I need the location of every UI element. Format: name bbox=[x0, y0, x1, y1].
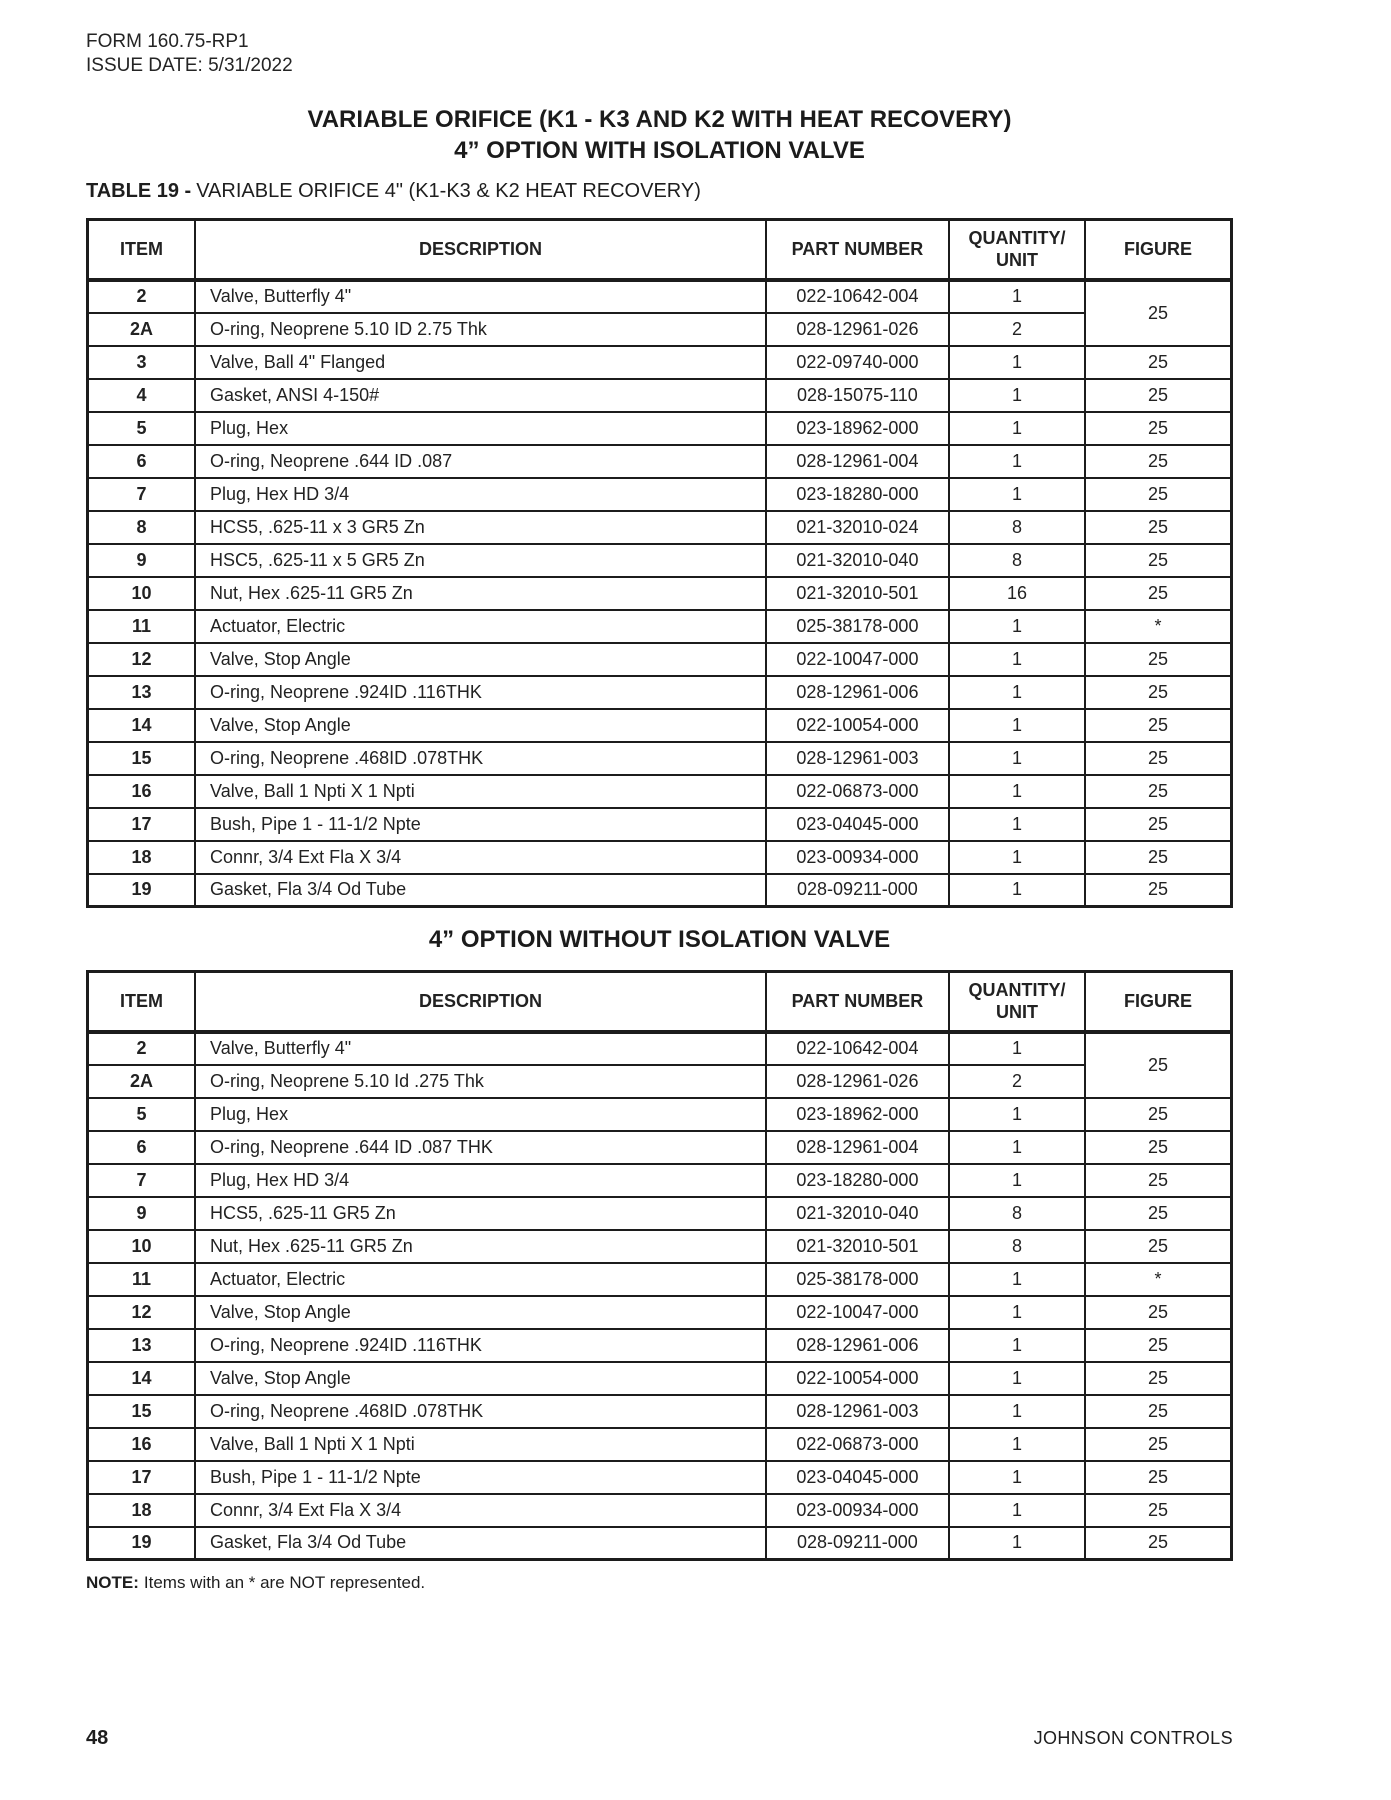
table-without-isolation-valve bbox=[86, 970, 1233, 1561]
table-row bbox=[88, 1527, 1232, 1560]
description-cell: Connr, 3/4 Ext Fla X 3/4 bbox=[195, 1494, 766, 1527]
description-cell: Plug, Hex HD 3/4 bbox=[195, 478, 766, 511]
figure-cell: 25 bbox=[1085, 1461, 1231, 1494]
part-number-cell: 028-12961-003 bbox=[766, 742, 949, 775]
figure-cell: * bbox=[1085, 1263, 1231, 1296]
item-cell: 4 bbox=[88, 379, 196, 412]
figure-cell: 25 bbox=[1085, 1164, 1231, 1197]
figure-cell: 25 bbox=[1085, 1098, 1231, 1131]
part-number-cell: 028-12961-004 bbox=[766, 445, 949, 478]
quantity-cell: 1 bbox=[949, 1362, 1085, 1395]
part-number-cell: 022-10047-000 bbox=[766, 643, 949, 676]
item-cell: 17 bbox=[88, 808, 196, 841]
quantity-cell: 1 bbox=[949, 742, 1085, 775]
part-number-cell: 028-09211-000 bbox=[766, 874, 949, 907]
item-cell: 5 bbox=[88, 1098, 196, 1131]
table-row bbox=[88, 610, 1232, 643]
item-cell: 14 bbox=[88, 1362, 196, 1395]
figure-cell: 25 bbox=[1085, 1395, 1231, 1428]
quantity-cell: 1 bbox=[949, 1329, 1085, 1362]
header-quantity-line1: QUANTITY/ bbox=[968, 980, 1066, 1001]
header-description: DESCRIPTION bbox=[195, 972, 766, 1032]
table-row bbox=[88, 511, 1232, 544]
description-cell: Valve, Stop Angle bbox=[195, 643, 766, 676]
part-number-cell: 021-32010-024 bbox=[766, 511, 949, 544]
table-row bbox=[88, 346, 1232, 379]
quantity-cell: 1 bbox=[949, 841, 1085, 874]
part-number-cell: 023-04045-000 bbox=[766, 808, 949, 841]
header-part-number: PART NUMBER bbox=[766, 220, 949, 280]
item-cell: 11 bbox=[88, 1263, 196, 1296]
table-19-caption-text: VARIABLE ORIFICE 4" (K1-K3 & K2 HEAT RECOVERY) bbox=[196, 180, 701, 202]
description-cell: Valve, Stop Angle bbox=[195, 1296, 766, 1329]
table-row bbox=[88, 1263, 1232, 1296]
header-quantity-line2: UNIT bbox=[995, 250, 1038, 271]
item-cell: 12 bbox=[88, 1296, 196, 1329]
table-row bbox=[88, 1032, 1232, 1065]
table-row bbox=[88, 1230, 1232, 1263]
item-cell: 15 bbox=[88, 742, 196, 775]
description-cell: Gasket, ANSI 4-150# bbox=[195, 379, 766, 412]
figure-cell: 25 bbox=[1085, 412, 1231, 445]
page-content bbox=[86, 0, 1233, 1593]
quantity-cell: 8 bbox=[949, 544, 1085, 577]
header-figure: FIGURE bbox=[1085, 972, 1231, 1032]
part-number-cell: 028-12961-004 bbox=[766, 1131, 949, 1164]
figure-cell: 25 bbox=[1085, 742, 1231, 775]
description-cell: Valve, Stop Angle bbox=[195, 709, 766, 742]
part-number-cell: 023-18962-000 bbox=[766, 1098, 949, 1131]
table-row bbox=[88, 1131, 1232, 1164]
description-cell: Bush, Pipe 1 - 11-1/2 Npte bbox=[195, 808, 766, 841]
figure-cell: 25 bbox=[1085, 775, 1231, 808]
form-number: FORM 160.75-RP1 bbox=[86, 31, 249, 52]
table-row bbox=[88, 1494, 1232, 1527]
table-row bbox=[88, 280, 1232, 313]
quantity-cell: 8 bbox=[949, 1230, 1085, 1263]
item-cell: 14 bbox=[88, 709, 196, 742]
figure-cell: 25 bbox=[1085, 1296, 1231, 1329]
description-cell: Nut, Hex .625-11 GR5 Zn bbox=[195, 1230, 766, 1263]
figure-cell: 25 bbox=[1085, 577, 1231, 610]
table-row bbox=[88, 709, 1232, 742]
table-with-isolation-valve bbox=[86, 218, 1233, 908]
figure-cell: 25 bbox=[1085, 1230, 1231, 1263]
part-number-cell: 023-00934-000 bbox=[766, 1494, 949, 1527]
quantity-cell: 1 bbox=[949, 445, 1085, 478]
table-row bbox=[88, 1296, 1232, 1329]
table-row bbox=[88, 1329, 1232, 1362]
part-number-cell: 021-32010-040 bbox=[766, 1197, 949, 1230]
item-cell: 13 bbox=[88, 1329, 196, 1362]
part-number-cell: 023-04045-000 bbox=[766, 1461, 949, 1494]
item-cell: 2 bbox=[88, 280, 196, 313]
description-cell: Nut, Hex .625-11 GR5 Zn bbox=[195, 577, 766, 610]
table-19-caption bbox=[86, 179, 1233, 203]
table-row bbox=[88, 577, 1232, 610]
part-number-cell: 028-09211-000 bbox=[766, 1527, 949, 1560]
part-number-cell: 022-09740-000 bbox=[766, 346, 949, 379]
table-row bbox=[88, 1164, 1232, 1197]
part-number-cell: 023-18962-000 bbox=[766, 412, 949, 445]
description-cell: Plug, Hex bbox=[195, 412, 766, 445]
part-number-cell: 028-12961-026 bbox=[766, 313, 949, 346]
quantity-cell: 1 bbox=[949, 676, 1085, 709]
part-number-cell: 023-00934-000 bbox=[766, 841, 949, 874]
section2-title: 4” OPTION WITHOUT ISOLATION VALVE bbox=[428, 926, 891, 953]
quantity-cell: 1 bbox=[949, 610, 1085, 643]
part-number-cell: 023-18280-000 bbox=[766, 478, 949, 511]
item-cell: 2 bbox=[88, 1032, 196, 1065]
quantity-cell: 8 bbox=[949, 511, 1085, 544]
part-number-cell: 022-10054-000 bbox=[766, 709, 949, 742]
part-number-cell: 022-10054-000 bbox=[766, 1362, 949, 1395]
issue-date: ISSUE DATE: 5/31/2022 bbox=[86, 55, 293, 76]
footnote-label: NOTE: bbox=[86, 1573, 139, 1592]
quantity-cell: 2 bbox=[949, 313, 1085, 346]
header-item: ITEM bbox=[88, 220, 196, 280]
part-number-cell: 021-32010-040 bbox=[766, 544, 949, 577]
description-cell: Valve, Ball 4" Flanged bbox=[195, 346, 766, 379]
part-number-cell: 028-12961-003 bbox=[766, 1395, 949, 1428]
page-title bbox=[86, 104, 1233, 166]
table-19-caption-label: TABLE 19 - bbox=[86, 180, 192, 202]
company-name: JOHNSON CONTROLS bbox=[1033, 1728, 1233, 1748]
header-item: ITEM bbox=[88, 972, 196, 1032]
item-cell: 10 bbox=[88, 1230, 196, 1263]
figure-cell: 25 bbox=[1085, 874, 1231, 907]
item-cell: 11 bbox=[88, 610, 196, 643]
part-number-cell: 028-12961-006 bbox=[766, 676, 949, 709]
figure-cell: 25 bbox=[1085, 1362, 1231, 1395]
table-row bbox=[88, 544, 1232, 577]
figure-cell: 25 bbox=[1085, 544, 1231, 577]
header-quantity-unit bbox=[949, 972, 1085, 1032]
quantity-cell: 1 bbox=[949, 379, 1085, 412]
quantity-cell: 1 bbox=[949, 478, 1085, 511]
quantity-cell: 8 bbox=[949, 1197, 1085, 1230]
quantity-cell: 1 bbox=[949, 1527, 1085, 1560]
quantity-cell: 2 bbox=[949, 1065, 1085, 1098]
item-cell: 16 bbox=[88, 775, 196, 808]
description-cell: Valve, Ball 1 Npti X 1 Npti bbox=[195, 775, 766, 808]
table-row bbox=[88, 1065, 1232, 1098]
figure-cell: 25 bbox=[1085, 1197, 1231, 1230]
part-number-cell: 022-06873-000 bbox=[766, 775, 949, 808]
description-cell: O-ring, Neoprene .468ID .078THK bbox=[195, 1395, 766, 1428]
quantity-cell: 1 bbox=[949, 346, 1085, 379]
quantity-cell: 1 bbox=[949, 1131, 1085, 1164]
figure-cell: 25 bbox=[1085, 478, 1231, 511]
description-cell: Actuator, Electric bbox=[195, 610, 766, 643]
page-title-line1: VARIABLE ORIFICE (K1 - K3 AND K2 WITH HEAT RECOVERY) bbox=[307, 106, 1012, 133]
part-number-cell: 028-12961-026 bbox=[766, 1065, 949, 1098]
description-cell: HSC5, .625-11 x 5 GR5 Zn bbox=[195, 544, 766, 577]
item-cell: 8 bbox=[88, 511, 196, 544]
quantity-cell: 1 bbox=[949, 643, 1085, 676]
header-description: DESCRIPTION bbox=[195, 220, 766, 280]
item-cell: 15 bbox=[88, 1395, 196, 1428]
description-cell: Plug, Hex HD 3/4 bbox=[195, 1164, 766, 1197]
page-title-line2: 4” OPTION WITH ISOLATION VALVE bbox=[454, 137, 865, 164]
quantity-cell: 1 bbox=[949, 1296, 1085, 1329]
table-header-row bbox=[88, 972, 1232, 1032]
quantity-cell: 1 bbox=[949, 1098, 1085, 1131]
quantity-cell: 1 bbox=[949, 1263, 1085, 1296]
table-header-row bbox=[88, 220, 1232, 280]
table-row bbox=[88, 676, 1232, 709]
item-cell: 7 bbox=[88, 478, 196, 511]
table-row bbox=[88, 643, 1232, 676]
item-cell: 19 bbox=[88, 874, 196, 907]
figure-cell: 25 bbox=[1085, 841, 1231, 874]
figure-cell: 25 bbox=[1085, 379, 1231, 412]
table-row bbox=[88, 1098, 1232, 1131]
header-figure: FIGURE bbox=[1085, 220, 1231, 280]
table-row bbox=[88, 742, 1232, 775]
item-cell: 18 bbox=[88, 841, 196, 874]
table-row bbox=[88, 1428, 1232, 1461]
part-number-cell: 025-38178-000 bbox=[766, 610, 949, 643]
table-row bbox=[88, 478, 1232, 511]
table-row bbox=[88, 775, 1232, 808]
description-cell: Valve, Butterfly 4" bbox=[195, 280, 766, 313]
item-cell: 7 bbox=[88, 1164, 196, 1197]
description-cell: O-ring, Neoprene .924ID .116THK bbox=[195, 1329, 766, 1362]
table-row bbox=[88, 1461, 1232, 1494]
quantity-cell: 1 bbox=[949, 1032, 1085, 1065]
footnote bbox=[86, 1572, 1233, 1593]
quantity-cell: 1 bbox=[949, 1428, 1085, 1461]
figure-cell: 25 bbox=[1085, 1494, 1231, 1527]
form-header bbox=[86, 30, 1233, 78]
table-row bbox=[88, 1362, 1232, 1395]
table-row bbox=[88, 1395, 1232, 1428]
description-cell: HCS5, .625-11 GR5 Zn bbox=[195, 1197, 766, 1230]
figure-cell: 25 bbox=[1085, 1032, 1231, 1098]
figure-cell: 25 bbox=[1085, 280, 1231, 346]
part-number-cell: 023-18280-000 bbox=[766, 1164, 949, 1197]
table-row bbox=[88, 841, 1232, 874]
figure-cell: * bbox=[1085, 610, 1231, 643]
description-cell: Valve, Stop Angle bbox=[195, 1362, 766, 1395]
figure-cell: 25 bbox=[1085, 1131, 1231, 1164]
quantity-cell: 1 bbox=[949, 412, 1085, 445]
description-cell: Plug, Hex bbox=[195, 1098, 766, 1131]
header-quantity-unit bbox=[949, 220, 1085, 280]
part-number-cell: 028-15075-110 bbox=[766, 379, 949, 412]
figure-cell: 25 bbox=[1085, 1428, 1231, 1461]
header-quantity-line1: QUANTITY/ bbox=[968, 228, 1066, 249]
figure-cell: 25 bbox=[1085, 1329, 1231, 1362]
part-number-cell: 021-32010-501 bbox=[766, 1230, 949, 1263]
item-cell: 5 bbox=[88, 412, 196, 445]
quantity-cell: 1 bbox=[949, 1164, 1085, 1197]
figure-cell: 25 bbox=[1085, 511, 1231, 544]
description-cell: Actuator, Electric bbox=[195, 1263, 766, 1296]
item-cell: 16 bbox=[88, 1428, 196, 1461]
part-number-cell: 022-10642-004 bbox=[766, 1032, 949, 1065]
item-cell: 13 bbox=[88, 676, 196, 709]
figure-cell: 25 bbox=[1085, 1527, 1231, 1560]
quantity-cell: 16 bbox=[949, 577, 1085, 610]
item-cell: 19 bbox=[88, 1527, 196, 1560]
footnote-text: Items with an * are NOT represented. bbox=[143, 1573, 426, 1592]
part-number-cell: 022-10642-004 bbox=[766, 280, 949, 313]
description-cell: O-ring, Neoprene 5.10 ID 2.75 Thk bbox=[195, 313, 766, 346]
description-cell: Valve, Ball 1 Npti X 1 Npti bbox=[195, 1428, 766, 1461]
item-cell: 6 bbox=[88, 1131, 196, 1164]
item-cell: 9 bbox=[88, 1197, 196, 1230]
figure-cell: 25 bbox=[1085, 808, 1231, 841]
quantity-cell: 1 bbox=[949, 1461, 1085, 1494]
quantity-cell: 1 bbox=[949, 1395, 1085, 1428]
description-cell: O-ring, Neoprene 5.10 Id .275 Thk bbox=[195, 1065, 766, 1098]
header-quantity-line2: UNIT bbox=[995, 1002, 1038, 1023]
figure-cell: 25 bbox=[1085, 445, 1231, 478]
description-cell: Gasket, Fla 3/4 Od Tube bbox=[195, 1527, 766, 1560]
quantity-cell: 1 bbox=[949, 808, 1085, 841]
item-cell: 12 bbox=[88, 643, 196, 676]
item-cell: 2A bbox=[88, 313, 196, 346]
quantity-cell: 1 bbox=[949, 280, 1085, 313]
quantity-cell: 1 bbox=[949, 775, 1085, 808]
part-number-cell: 025-38178-000 bbox=[766, 1263, 949, 1296]
description-cell: Gasket, Fla 3/4 Od Tube bbox=[195, 874, 766, 907]
table-row bbox=[88, 874, 1232, 907]
figure-cell: 25 bbox=[1085, 676, 1231, 709]
table-row bbox=[88, 1197, 1232, 1230]
description-cell: Valve, Butterfly 4" bbox=[195, 1032, 766, 1065]
item-cell: 2A bbox=[88, 1065, 196, 1098]
part-number-cell: 021-32010-501 bbox=[766, 577, 949, 610]
page-number: 48 bbox=[86, 1727, 109, 1749]
table-row bbox=[88, 445, 1232, 478]
page-footer bbox=[86, 1727, 1233, 1750]
description-cell: O-ring, Neoprene .468ID .078THK bbox=[195, 742, 766, 775]
part-number-cell: 028-12961-006 bbox=[766, 1329, 949, 1362]
description-cell: Bush, Pipe 1 - 11-1/2 Npte bbox=[195, 1461, 766, 1494]
item-cell: 17 bbox=[88, 1461, 196, 1494]
description-cell: O-ring, Neoprene .644 ID .087 bbox=[195, 445, 766, 478]
table-row bbox=[88, 808, 1232, 841]
figure-cell: 25 bbox=[1085, 709, 1231, 742]
item-cell: 9 bbox=[88, 544, 196, 577]
item-cell: 6 bbox=[88, 445, 196, 478]
header-part-number: PART NUMBER bbox=[766, 972, 949, 1032]
figure-cell: 25 bbox=[1085, 346, 1231, 379]
description-cell: O-ring, Neoprene .924ID .116THK bbox=[195, 676, 766, 709]
table-row bbox=[88, 313, 1232, 346]
quantity-cell: 1 bbox=[949, 874, 1085, 907]
table-row bbox=[88, 412, 1232, 445]
part-number-cell: 022-06873-000 bbox=[766, 1428, 949, 1461]
item-cell: 18 bbox=[88, 1494, 196, 1527]
figure-cell: 25 bbox=[1085, 643, 1231, 676]
description-cell: O-ring, Neoprene .644 ID .087 THK bbox=[195, 1131, 766, 1164]
part-number-cell: 022-10047-000 bbox=[766, 1296, 949, 1329]
quantity-cell: 1 bbox=[949, 1494, 1085, 1527]
table-row bbox=[88, 379, 1232, 412]
quantity-cell: 1 bbox=[949, 709, 1085, 742]
item-cell: 3 bbox=[88, 346, 196, 379]
description-cell: HCS5, .625-11 x 3 GR5 Zn bbox=[195, 511, 766, 544]
item-cell: 10 bbox=[88, 577, 196, 610]
description-cell: Connr, 3/4 Ext Fla X 3/4 bbox=[195, 841, 766, 874]
